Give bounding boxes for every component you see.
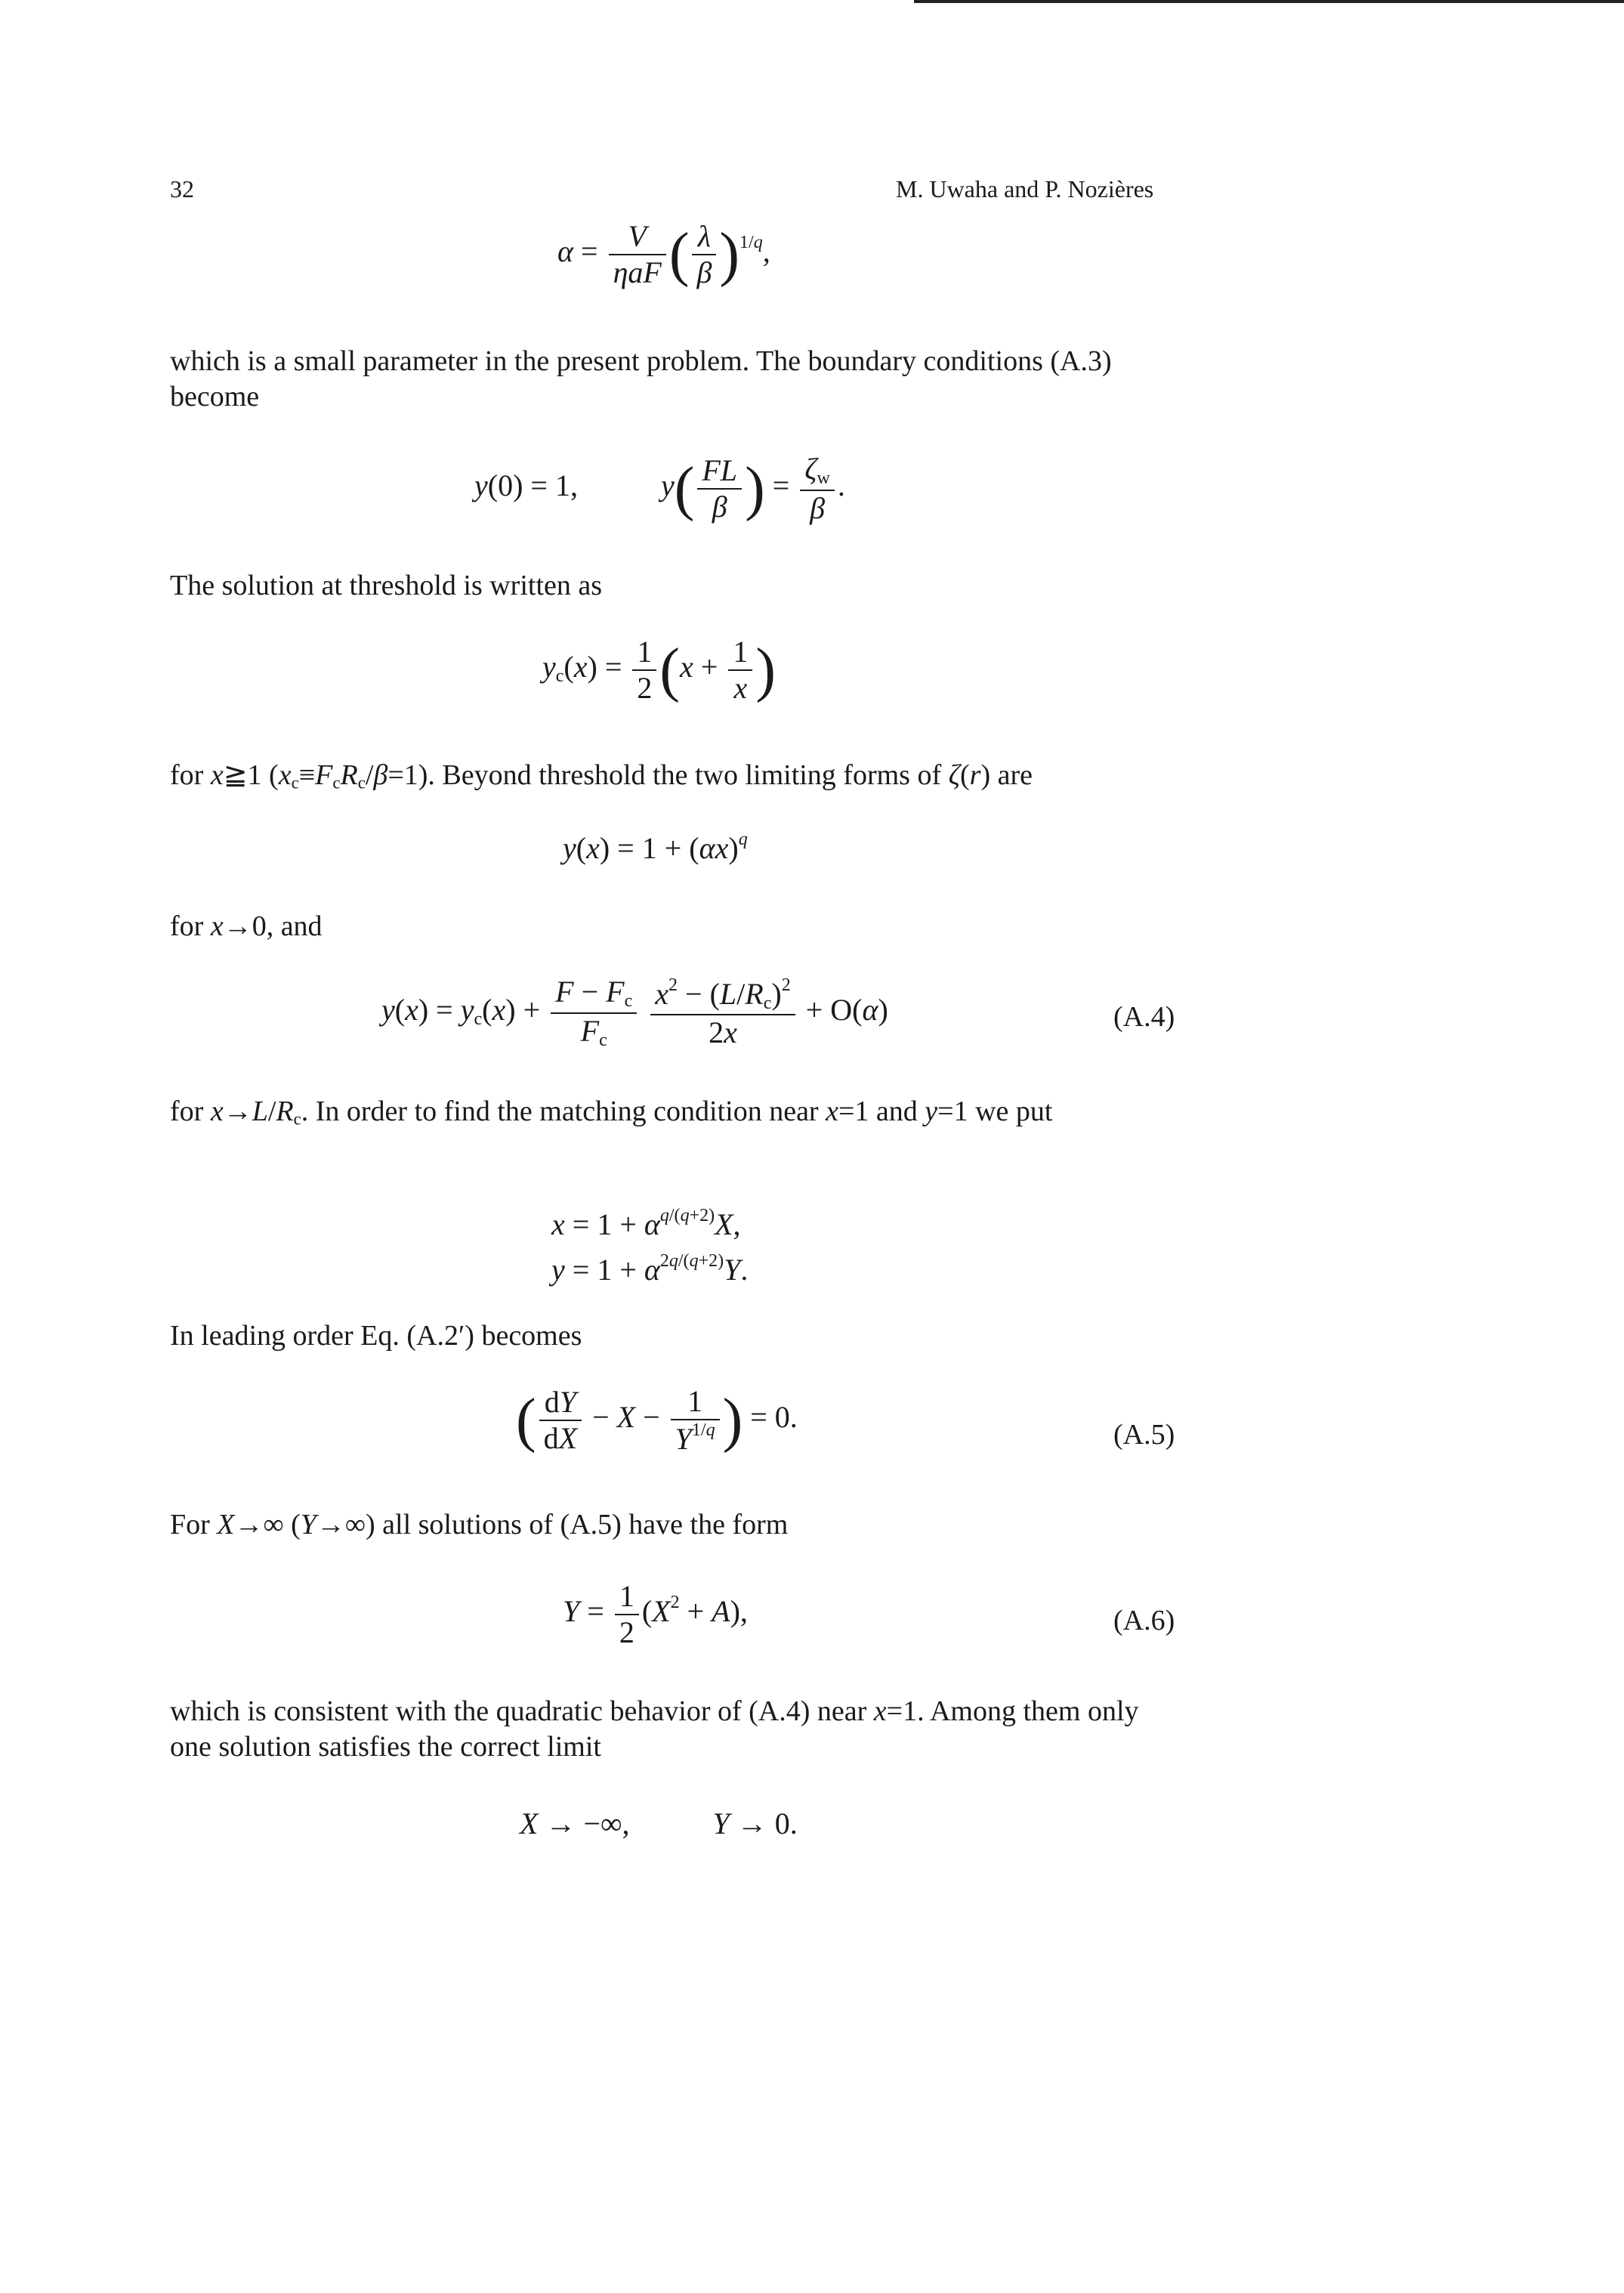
- equation-a5: ( $\frac{dY}{dX}$ − X − $\frac{1}{Y^{1/q}}$ ) = 0.: [516, 1384, 798, 1456]
- equation-scaling: $x = 1 + \alpha^{q/(q+2)}X$, $y = 1 + \alpha^{2q/(q+2)}Y$.: [551, 1206, 749, 1287]
- equation-number-a4: (A.4): [1113, 1001, 1175, 1033]
- top-rule: [914, 0, 1624, 3]
- equation-number-a5: (A.5): [1113, 1419, 1175, 1451]
- paragraph-3: for x≧1 $(x_c\equiv F_cR_c/\beta=1)$. Beyond threshold the two limiting forms of ζ(r) are: [170, 759, 1033, 793]
- equation-a4: $y(x) = y_c(x)$ + $\frac{F - F_c}{F_c}$ $\frac{x^2 - (L/R_c)^2}{2x}$ + O(α): [381, 975, 888, 1050]
- paragraph-2: The solution at threshold is written as: [170, 570, 603, 601]
- equation-limit: X → −∞, Y → 0.: [520, 1806, 798, 1840]
- paragraph-1: which is a small parameter in the present problem. The boundary conditions (A.3) become: [170, 345, 1112, 413]
- page-number: 32: [170, 175, 194, 202]
- equation-threshold-solution: $y_c(x)$ = $\frac{1}{2}$ (x + $\frac{1}{x}$ ): [542, 635, 776, 705]
- paragraph-7: For X→∞ (Y→∞) all solutions of (A.5) have the form: [170, 1509, 789, 1541]
- equation-alpha-definition: α = $\frac{V}{\text{ηaF}}$ ( $\frac{\lambda}{\beta}$ )$^{1/q}$,: [557, 219, 770, 289]
- paragraph-8: which is consistent with the quadratic behavior of (A.4) near x=1. Among them only one solution satisfies the correct limit: [170, 1695, 1139, 1763]
- paragraph-5: for $x\to L/R_c$. In order to find the matching condition near x=1 and y=1 we put: [170, 1096, 1053, 1129]
- paragraph-6: In leading order Eq. (A.2′) becomes: [170, 1320, 582, 1352]
- equation-a6: Y = $\frac{1}{2}$ $(X^2 + A)$,: [563, 1579, 748, 1649]
- running-header-authors: M. Uwaha and P. Nozières: [896, 175, 1154, 202]
- equation-small-x-limit: $y(x) = 1 + (\alpha x)^q$: [563, 830, 748, 865]
- paragraph-4: for x→0, and: [170, 910, 323, 942]
- equation-boundary-conditions: y(0) = 1, y( $\frac{FL}{\beta}$ ) = $\frac{\zeta_w}{\beta}$ .: [474, 452, 845, 525]
- equation-number-a6: (A.6): [1113, 1605, 1175, 1636]
